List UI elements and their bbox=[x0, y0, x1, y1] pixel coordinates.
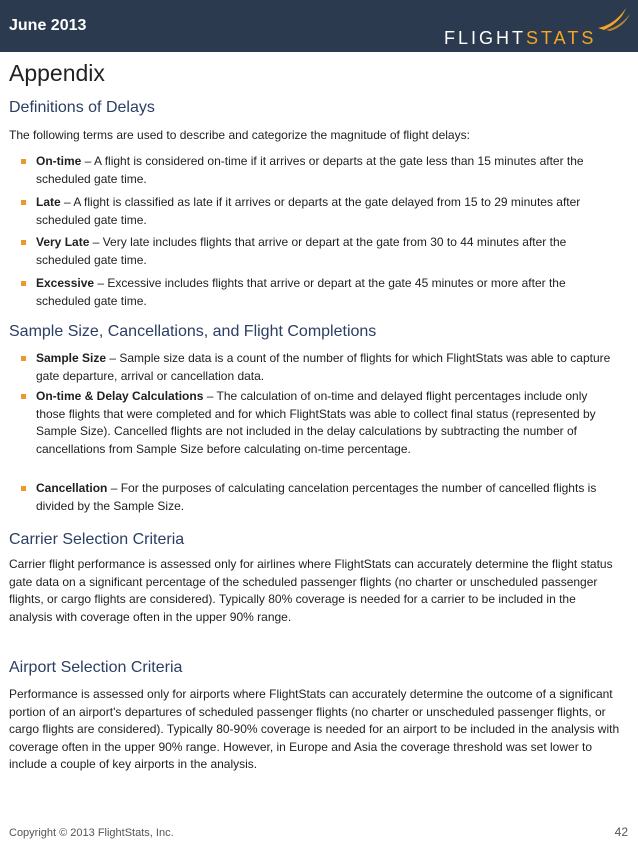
delay-term: Excessive bbox=[36, 276, 95, 290]
bullet-square-icon bbox=[21, 394, 26, 399]
sample-term: Cancellation bbox=[36, 481, 108, 495]
flightstats-logo bbox=[444, 8, 632, 46]
bullet-square-icon bbox=[21, 356, 26, 361]
logo-swoosh-icon bbox=[596, 6, 632, 32]
sample-text: – The calculation of on-time and delayed flight percentages include only those flights that were completed and for which FlightStats was able to collect final status (represented by Sample Size). Cancelled flights are not included in the delay calculations by subtracting the number of cancellations from Sample Size before calculating on-time percentage. bbox=[36, 389, 596, 456]
logo-text-accent: STATS bbox=[526, 28, 597, 48]
delay-text: – Excessive includes flights that arrive or depart at the gate 45 minutes or more after the scheduled gate time. bbox=[36, 276, 566, 308]
delay-text: – A flight is considered on-time if it arrives or departs at the gate less than 15 minutes after the scheduled gate time. bbox=[36, 154, 584, 186]
bullet-square-icon bbox=[21, 159, 26, 164]
delay-item-excessive bbox=[19, 275, 619, 310]
sample-item-cancellation bbox=[19, 480, 619, 515]
sample-term: On-time & Delay Calculations bbox=[36, 389, 204, 403]
header-date: June 2013 bbox=[9, 17, 87, 34]
page-title: Appendix bbox=[9, 60, 105, 86]
logo-wordmark bbox=[444, 28, 596, 49]
page-number: 42 bbox=[614, 825, 628, 839]
footer-copyright: Copyright © 2013 FlightStats, Inc. bbox=[9, 827, 174, 839]
page-header bbox=[0, 0, 638, 52]
sample-text: – Sample size data is a count of the number of flights for which FlightStats was able to capture gate departure, arrival or cancellation data. bbox=[36, 351, 611, 383]
sample-item-calculations bbox=[19, 388, 619, 458]
delay-item-late bbox=[19, 194, 619, 229]
delays-intro: The following terms are used to describe and categorize the magnitude of flight delays: bbox=[9, 128, 470, 142]
bullet-square-icon bbox=[21, 486, 26, 491]
delays-heading: Definitions of Delays bbox=[9, 99, 155, 116]
sample-heading: Sample Size, Cancellations, and Flight Completions bbox=[9, 323, 377, 340]
delay-item-very-late bbox=[19, 234, 619, 269]
sample-item-size bbox=[19, 350, 619, 385]
bullet-square-icon bbox=[21, 200, 26, 205]
delay-term: Very Late bbox=[36, 235, 90, 249]
bullet-square-icon bbox=[21, 240, 26, 245]
delay-term: On-time bbox=[36, 154, 82, 168]
logo-text-light: FLIGHT bbox=[444, 28, 527, 48]
delay-text: – A flight is classified as late if it arrives or departs at the gate delayed from 15 to 29 minutes after scheduled gate time. bbox=[36, 195, 581, 227]
sample-text: – For the purposes of calculating cancelation percentages the number of cancelled flights is divided by the Sample Size. bbox=[36, 481, 597, 513]
delay-text: – Very late includes flights that arrive or depart at the gate from 30 to 44 minutes after the scheduled gate time. bbox=[36, 235, 567, 267]
bullet-square-icon bbox=[21, 281, 26, 286]
carrier-heading: Carrier Selection Criteria bbox=[9, 531, 185, 548]
sample-term: Sample Size bbox=[36, 351, 107, 365]
carrier-body: Carrier flight performance is assessed only for airlines where FlightStats can accurately determine the flight status gate data on a significant percentage of the scheduled passenger flights (no charter or unscheduled passenger flights, or cargo flights are considered). Typically 80% coverage is needed for a carrier to be included in the analysis with coverage often in the upper 90% range. bbox=[9, 557, 613, 624]
airport-body: Performance is assessed only for airports where FlightStats can accurately determine the outcome of a significant portion of an airport's departures of scheduled passenger flights (no charter or unscheduled passenger flights, or cargo flights are considered). Typically 80-90% coverage is needed for an airport to be included in the analysis with coverage often in the upper 90% range. However, in Europe and Asia the coverage threshold was set lower to include a couple of key airports in the analysis. bbox=[9, 687, 620, 772]
airport-heading: Airport Selection Criteria bbox=[9, 659, 183, 676]
delay-item-on-time bbox=[19, 153, 619, 188]
delay-term: Late bbox=[36, 195, 61, 209]
